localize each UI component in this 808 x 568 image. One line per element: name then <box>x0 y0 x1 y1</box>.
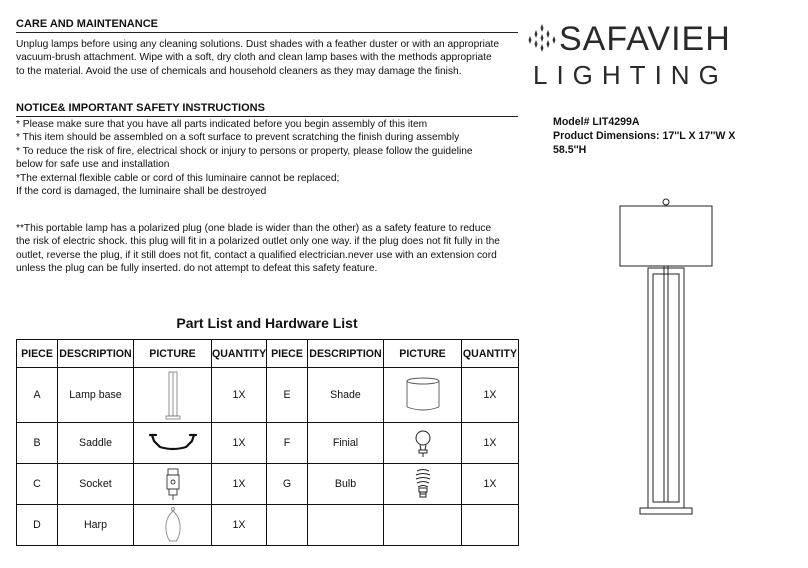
description-cell: Socket <box>58 464 134 505</box>
piece-cell: B <box>17 423 58 464</box>
plug-line: the risk of electric shock. this plug will fit in a polarized outlet only one way. if the plug does not fit fully in the <box>16 236 500 248</box>
piece-cell: E <box>267 368 308 423</box>
parts-table <box>16 339 519 546</box>
quantity-cell: 1X <box>212 423 267 464</box>
care-heading: CARE AND MAINTENANCE <box>16 18 158 30</box>
quantity-cell: 1X <box>212 505 267 546</box>
bulb-icon <box>413 467 433 501</box>
notice-line: If the cord is damaged, the luminaire shall be destroyed <box>16 186 267 198</box>
piece-cell: G <box>267 464 308 505</box>
logo-subwordmark: LIGHTING <box>533 60 728 90</box>
description-cell: Lamp base <box>58 368 134 423</box>
header-picture-2: PICTURE <box>384 340 462 368</box>
piece-cell: A <box>17 368 58 423</box>
lamp-base-icon <box>163 370 183 420</box>
quantity-cell <box>462 505 519 546</box>
header-quantity-2: QUANTITY <box>462 340 519 368</box>
chandelier-icon <box>527 24 557 58</box>
logo-wordmark: SAFAVIEH <box>559 20 731 58</box>
picture-cell <box>134 423 212 464</box>
picture-cell <box>384 505 462 546</box>
description-cell: Harp <box>58 505 134 546</box>
parts-title: Part List and Hardware List <box>176 315 358 331</box>
header-picture: PICTURE <box>134 340 212 368</box>
quantity-cell: 1X <box>212 368 267 423</box>
piece-cell: D <box>17 505 58 546</box>
notice-heading: NOTICE& IMPORTANT SAFETY INSTRUCTIONS <box>16 102 265 114</box>
quantity-cell: 1X <box>462 368 519 423</box>
table-header-row <box>17 340 519 368</box>
shade-icon <box>403 375 443 415</box>
notice-line: * To reduce the risk of fire, electrical shock or injury to persons or property, please follow the guideline <box>16 145 473 157</box>
notice-line: * This item should be assembled on a soft surface to prevent scratching the finish during assembly <box>16 132 460 144</box>
picture-cell <box>134 505 212 546</box>
table-row <box>17 368 519 423</box>
product-dimensions-cont: 58.5''H <box>553 144 587 156</box>
product-dimensions: Product Dimensions: 17''L X 17''W X <box>553 130 736 142</box>
care-line: Unplug lamps before using any cleaning solutions. Dust shades with a feather duster or with an appropriate <box>16 39 500 50</box>
description-cell: Shade <box>308 368 384 423</box>
notice-paragraph <box>16 118 521 198</box>
care-line: vacuum-brush attachment. Wipe with a soft, dry cloth and clean lamp bases with the methods appropriate <box>16 52 492 64</box>
care-paragraph <box>16 38 521 78</box>
picture-cell <box>384 423 462 464</box>
table-row <box>17 505 519 546</box>
piece-cell: C <box>17 464 58 505</box>
picture-cell <box>134 368 212 423</box>
description-cell: Finial <box>308 423 384 464</box>
plug-line: outlet, reverse the plug, if it still does not fit, contact a qualified electrician.never use with an extension cord <box>16 249 497 261</box>
piece-cell <box>267 505 308 546</box>
plug-paragraph <box>16 222 521 276</box>
picture-cell <box>384 368 462 423</box>
plug-line: **This portable lamp has a polarized plug (one blade is wider than the other) as a safety feature to reduce <box>16 223 492 234</box>
care-divider <box>16 32 518 33</box>
picture-cell <box>134 464 212 505</box>
notice-line: * Please make sure that you have all parts indicated before you begin assembly of this item <box>16 119 428 130</box>
saddle-icon <box>148 429 198 457</box>
picture-cell <box>384 464 462 505</box>
finial-icon <box>413 428 433 458</box>
quantity-cell: 1X <box>462 464 519 505</box>
table-row <box>17 423 519 464</box>
description-cell: Saddle <box>58 423 134 464</box>
header-piece: PIECE <box>17 340 58 368</box>
header-piece-2: PIECE <box>267 340 308 368</box>
care-line: to the material. Avoid the use of chemicals and household cleaners as they may damage the finish. <box>16 65 462 77</box>
description-cell <box>308 505 384 546</box>
floor-lamp-illustration <box>610 190 720 520</box>
header-quantity: QUANTITY <box>212 340 267 368</box>
quantity-cell: 1X <box>462 423 519 464</box>
description-cell: Bulb <box>308 464 384 505</box>
notice-line: below for safe use and installation <box>16 159 170 171</box>
model-info <box>553 115 793 157</box>
header-description: DESCRIPTION <box>58 340 134 368</box>
piece-cell: F <box>267 423 308 464</box>
quantity-cell: 1X <box>212 464 267 505</box>
plug-line: unless the plug can be fully inserted. do not attempt to defeat this safety feature. <box>16 263 378 275</box>
header-description-2: DESCRIPTION <box>308 340 384 368</box>
model-number: Model# LIT4299A <box>553 116 640 128</box>
table-row <box>17 464 519 505</box>
notice-line: *The external flexible cable or cord of this luminaire cannot be replaced; <box>16 172 340 184</box>
socket-icon <box>164 467 182 501</box>
harp-icon <box>161 506 185 544</box>
notice-divider <box>16 116 518 117</box>
